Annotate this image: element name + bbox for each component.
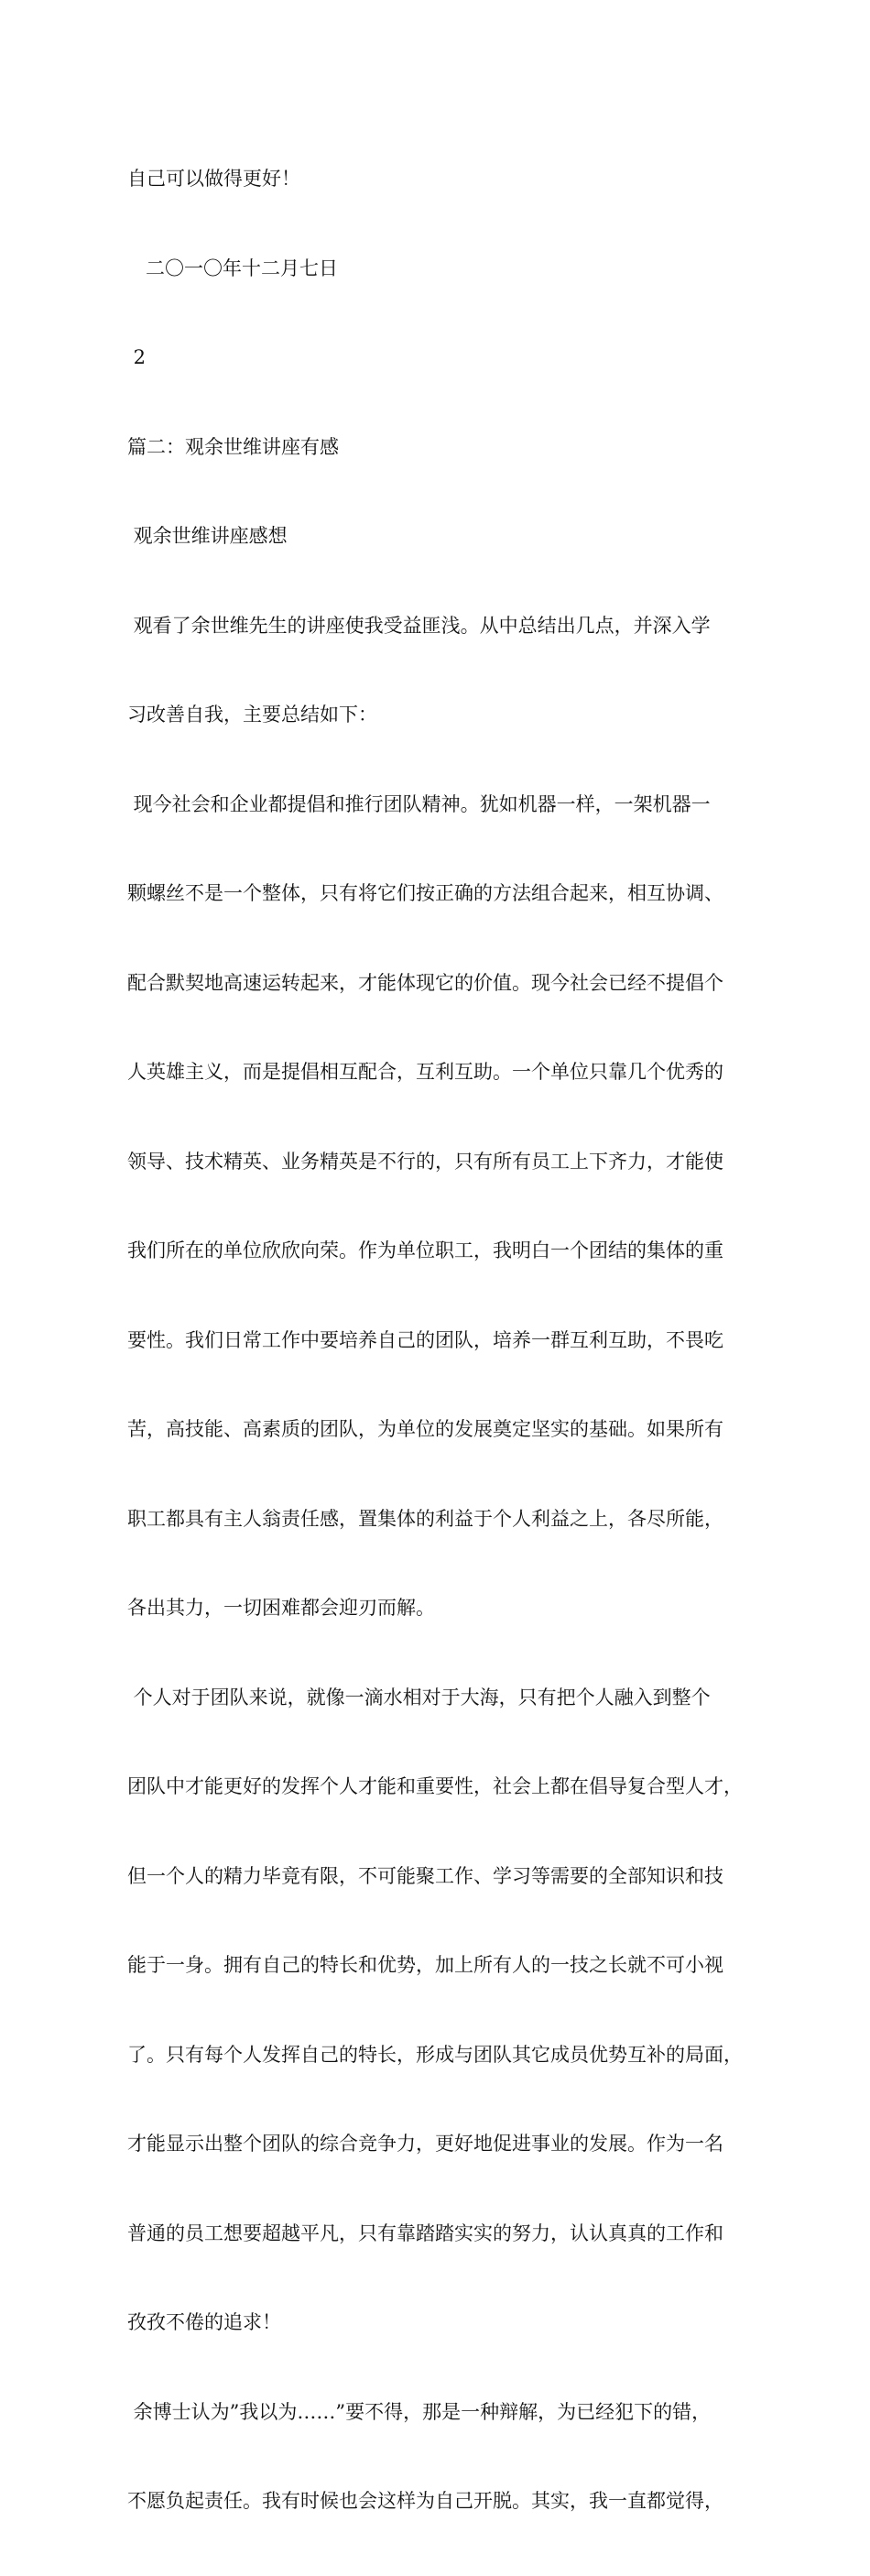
text-line: 余博士认为”我以为……”要不得，那是一种辩解，为已经犯下的错， xyxy=(127,2400,712,2423)
text-line: 各出其力，一切困难都会迎刃而解。 xyxy=(127,1597,435,1619)
text-line: 个人对于团队来说，就像一滴水相对于大海，只有把个人融入到整个 xyxy=(127,1686,711,1708)
text-line: 不愿负起责任。我有时候也会这样为自己开脱。其实，我一直都觉得， xyxy=(127,2490,723,2512)
article-title: 观余世维讲座感想 xyxy=(127,525,288,547)
text-line: 领导、技术精英、业务精英是不行的，只有所有员工上下齐力，才能使 xyxy=(127,1150,723,1173)
document-body xyxy=(127,104,768,2576)
text-line: 习改善自我，主要总结如下： xyxy=(127,704,377,726)
text-line: 了。只有每个人发挥自己的特长，形成与团队其它成员优势互补的局面， xyxy=(127,2043,743,2066)
text-line: 团队中才能更好的发挥个人才能和重要性，社会上都在倡导复合型人才， xyxy=(127,1775,743,1797)
page-number: 2 xyxy=(127,346,147,368)
text-line: 职工都具有主人翁责任感，置集体的利益于个人利益之上，各尽所能， xyxy=(127,1507,723,1530)
text-line: 能于一身。拥有自己的特长和优势，加上所有人的一技之长就不可小视 xyxy=(127,1954,723,1976)
text-line: 要性。我们日常工作中要培养自己的团队，培养一群互利互助，不畏吃 xyxy=(127,1328,723,1351)
text-line: 观看了余世维先生的讲座使我受益匪浅。从中总结出几点，并深入学 xyxy=(127,614,711,637)
date-line: 二〇一〇年十二月七日 xyxy=(127,257,339,279)
text-line: 配合默契地高速运转起来，才能体现它的价值。现今社会已经不提倡个 xyxy=(127,971,723,994)
text-line: 现今社会和企业都提倡和推行团队精神。犹如机器一样，一架机器一 xyxy=(127,792,711,815)
text-line: 普通的员工想要超越平凡，只有靠踏踏实实的努力，认认真真的工作和 xyxy=(127,2221,723,2244)
text-line: 但一个人的精力毕竟有限，不可能聚工作、学习等需要的全部知识和技 xyxy=(127,1864,723,1887)
text-line: 孜孜不倦的追求！ xyxy=(127,2311,281,2333)
text-line: 我们所在的单位欣欣向荣。作为单位职工，我明白一个团结的集体的重 xyxy=(127,1239,723,1261)
text-line: 自己可以做得更好！ xyxy=(127,168,300,190)
text-line: 才能显示出整个团队的综合竞争力，更好地促进事业的发展。作为一名 xyxy=(127,2133,723,2155)
text-line: 人英雄主义，而是提倡相互配合，互利互助。一个单位只靠几个优秀的 xyxy=(127,1061,723,1083)
section-heading: 篇二：观余世维讲座有感 xyxy=(127,435,339,458)
text-line: 颗螺丝不是一个整体，只有将它们按正确的方法组合起来，相互协调、 xyxy=(127,882,723,904)
text-line: 苦，高技能、高素质的团队，为单位的发展奠定坚实的基础。如果所有 xyxy=(127,1418,723,1440)
